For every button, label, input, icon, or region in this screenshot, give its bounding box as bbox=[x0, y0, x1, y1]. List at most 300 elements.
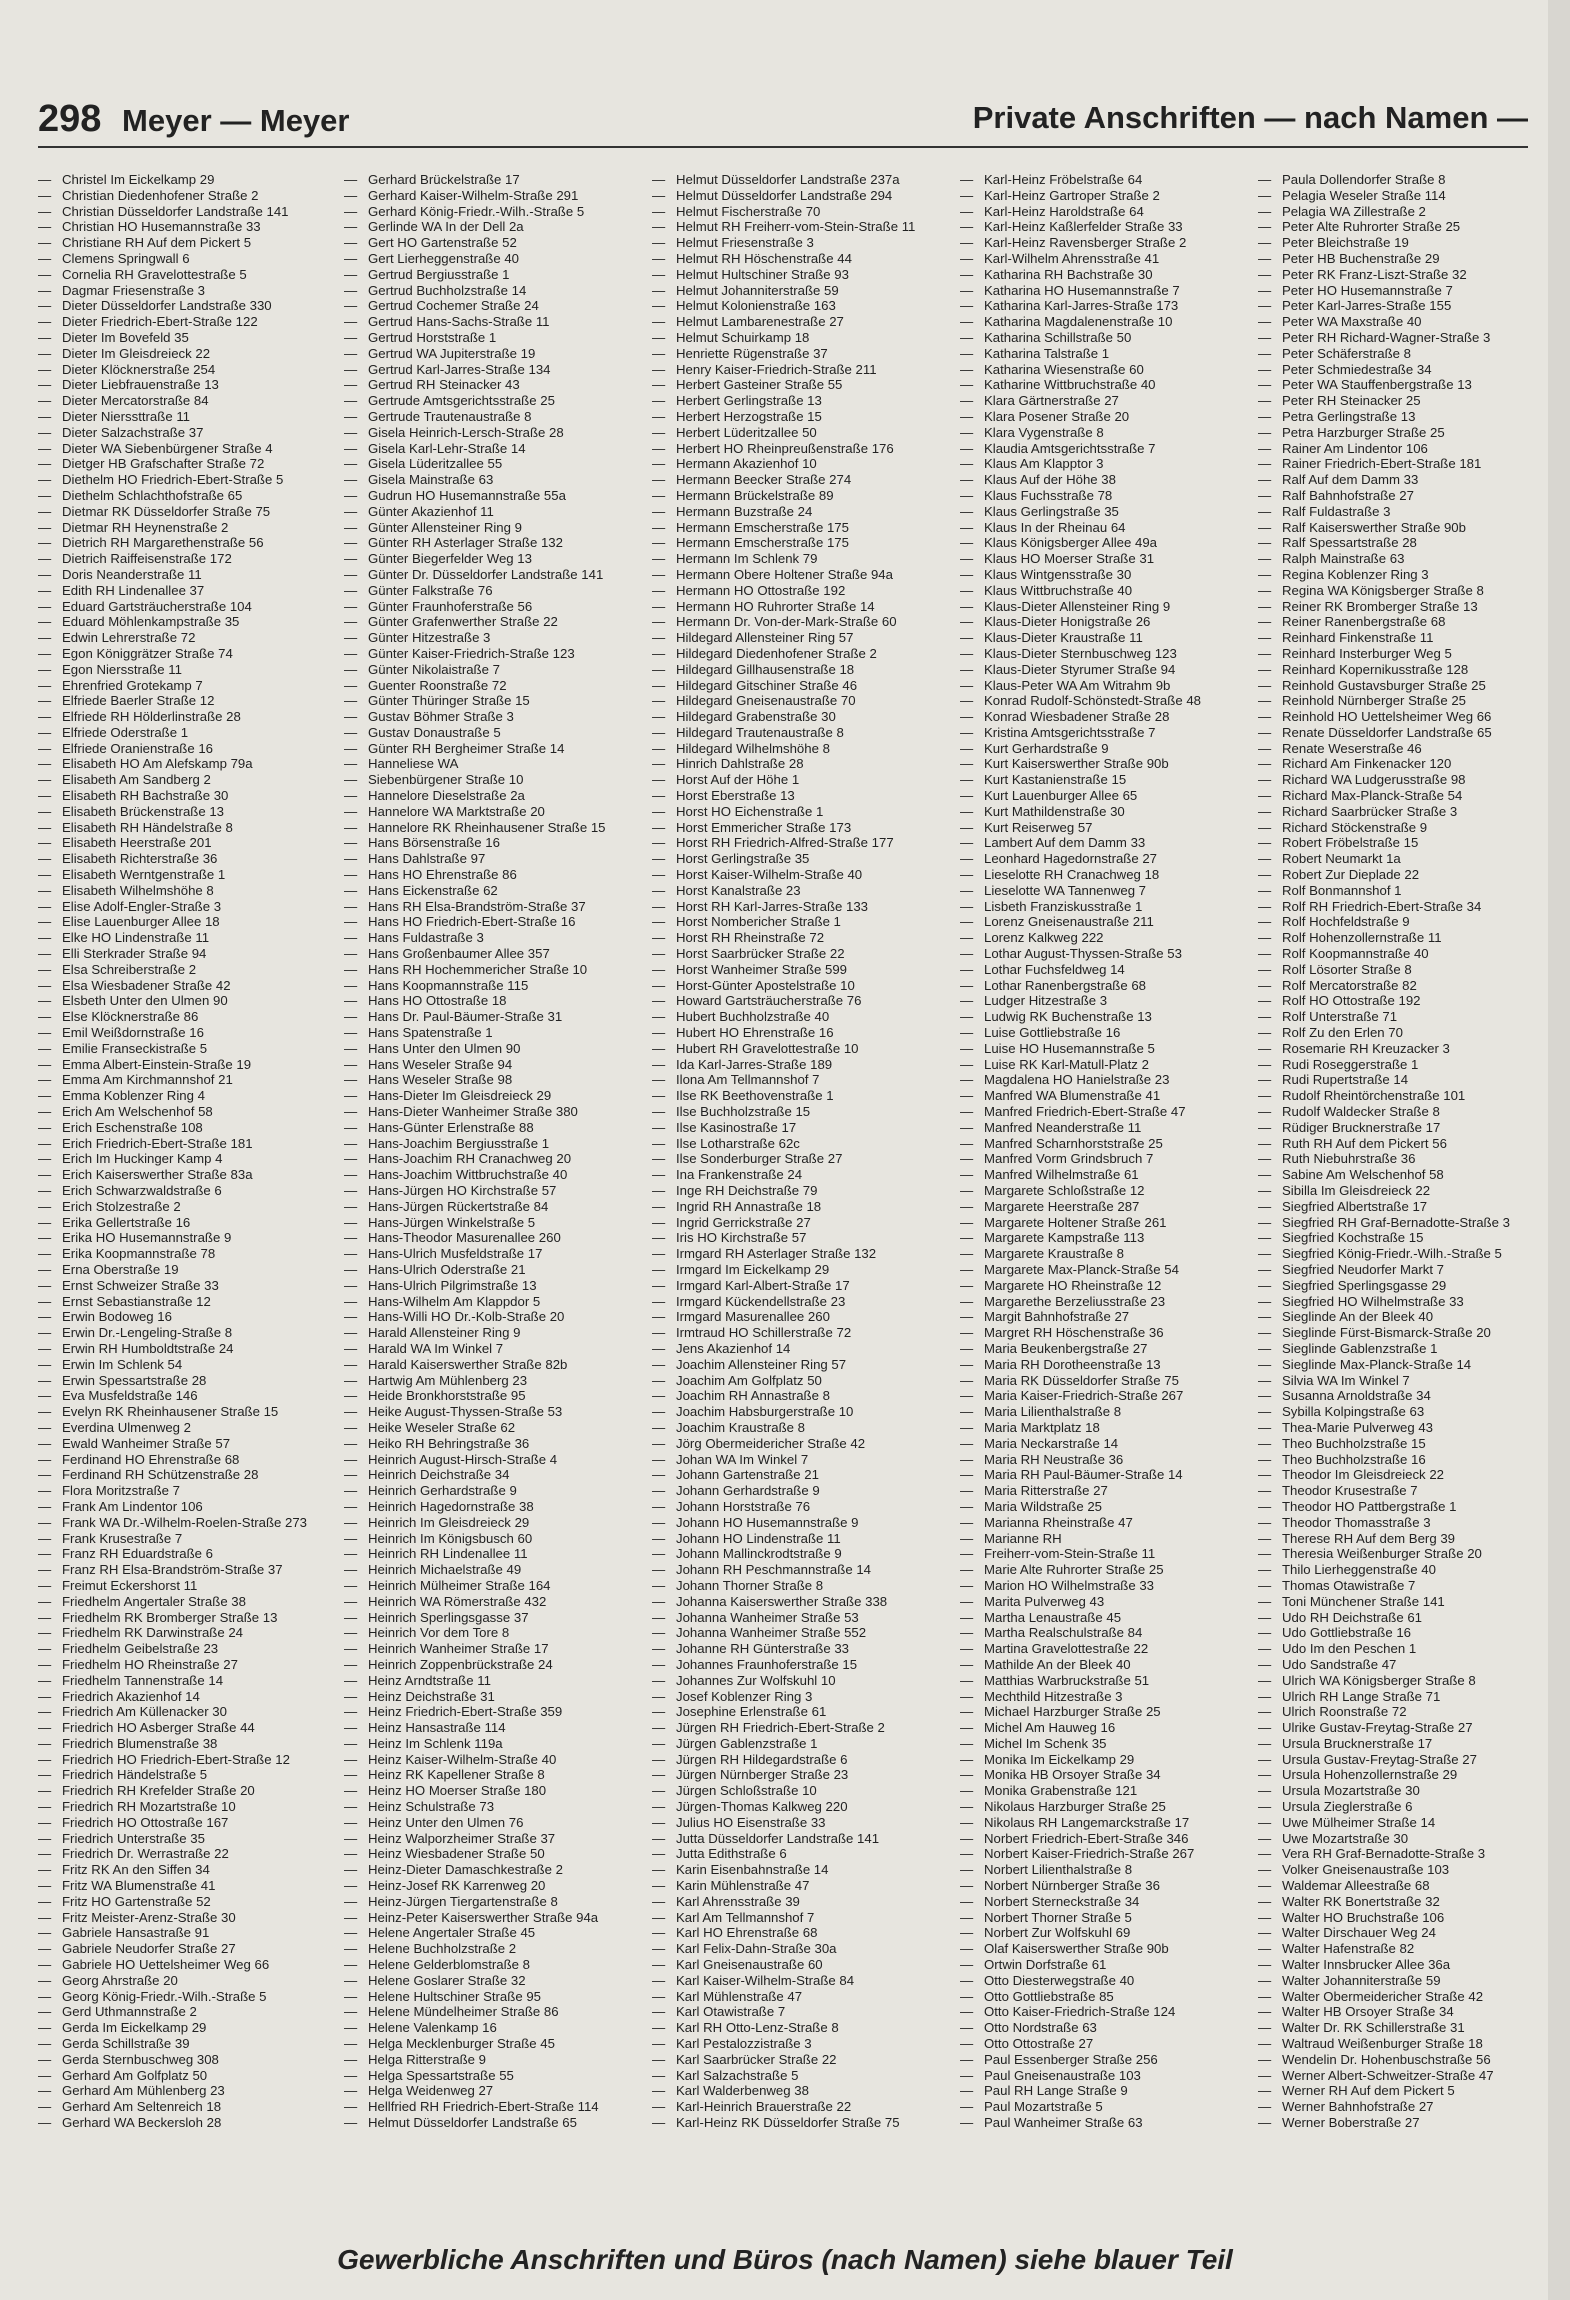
entry-dash: — bbox=[1258, 440, 1272, 456]
list-item bbox=[652, 2068, 952, 2084]
entry-dash: — bbox=[960, 1261, 974, 1277]
entry-dash: — bbox=[38, 1056, 52, 1072]
entry-dash: — bbox=[652, 1056, 666, 1072]
entry-text: Friedrich Dr. Werrastraße 22 bbox=[62, 1846, 229, 1862]
entry-text: Heinrich Im Gleisdreieck 29 bbox=[368, 1514, 530, 1530]
entry-dash: — bbox=[960, 1151, 974, 1167]
entry-text: Hermann Emscherstraße 175 bbox=[676, 519, 849, 535]
entry-text: Helmut Schuirkamp 18 bbox=[676, 329, 810, 345]
list-item bbox=[38, 204, 338, 220]
entry-text: Friedhelm RK Darwinstraße 24 bbox=[62, 1625, 244, 1641]
entry-text: Helmut RH Freiherr-vom-Stein-Straße 11 bbox=[676, 219, 916, 235]
entry-text: Gisela Karl-Lehr-Straße 14 bbox=[368, 440, 526, 456]
entry-text: Günter Hitzestraße 3 bbox=[368, 630, 491, 646]
entry-text: Friedrich RH Krefelder Straße 20 bbox=[62, 1783, 255, 1799]
list-item bbox=[960, 1104, 1260, 1120]
entry-text: Elfriede Baerler Straße 12 bbox=[62, 693, 215, 709]
list-item bbox=[344, 425, 644, 441]
entry-dash: — bbox=[344, 377, 358, 393]
entry-dash: — bbox=[344, 2115, 358, 2131]
entry-text: Peter RH Richard-Wagner-Straße 3 bbox=[1282, 329, 1491, 345]
entry-dash: — bbox=[1258, 282, 1272, 298]
list-item bbox=[38, 1136, 338, 1152]
list-item bbox=[38, 2052, 338, 2068]
list-item bbox=[38, 2036, 338, 2052]
entry-text: Rolf Bonmannshof 1 bbox=[1282, 882, 1402, 898]
list-item bbox=[38, 1199, 338, 1215]
entry-text: Ursula Brucknerstraße 17 bbox=[1282, 1735, 1433, 1751]
entry-text: Günter RH Asterlager Straße 132 bbox=[368, 535, 563, 551]
entry-text: Helene Mündelheimer Straße 86 bbox=[368, 2004, 559, 2020]
entry-text: Michael Harzburger Straße 25 bbox=[984, 1704, 1161, 1720]
entry-dash: — bbox=[1258, 1672, 1272, 1688]
entry-dash: — bbox=[38, 1941, 52, 1957]
list-item bbox=[38, 235, 338, 251]
entry-dash: — bbox=[38, 551, 52, 567]
list-item bbox=[344, 1546, 644, 1562]
entry-text: Werner Boberstraße 27 bbox=[1282, 2115, 1420, 2131]
list-item bbox=[960, 298, 1260, 314]
entry-dash: — bbox=[1258, 803, 1272, 819]
list-item bbox=[1258, 346, 1558, 362]
entry-text: Hildegard Grabenstraße 30 bbox=[676, 709, 836, 725]
entry-dash: — bbox=[960, 1167, 974, 1183]
list-item bbox=[652, 614, 952, 630]
entry-text: Jürgen RH Hildegardstraße 6 bbox=[676, 1751, 848, 1767]
entry-text: Margarete HO Rheinstraße 12 bbox=[984, 1277, 1162, 1293]
entry-dash: — bbox=[344, 1672, 358, 1688]
entry-dash: — bbox=[960, 1562, 974, 1578]
entry-dash: — bbox=[652, 867, 666, 883]
list-item bbox=[344, 614, 644, 630]
entry-text: Hans-Jürgen Rückertstraße 84 bbox=[368, 1198, 549, 1214]
entry-dash: — bbox=[344, 1925, 358, 1941]
list-item bbox=[344, 1973, 644, 1989]
entry-dash: — bbox=[652, 1562, 666, 1578]
entry-text: Regina WA Königsberger Straße 8 bbox=[1282, 582, 1484, 598]
entry-dash: — bbox=[1258, 898, 1272, 914]
entry-text: Katharina RH Bachstraße 30 bbox=[984, 266, 1153, 282]
entry-text: Margarete Schloßstraße 12 bbox=[984, 1183, 1145, 1198]
list-item bbox=[1258, 772, 1558, 788]
list-item bbox=[38, 1388, 338, 1404]
entry-text: Dieter Klöcknerstraße 254 bbox=[62, 361, 216, 377]
entry-text: Erwin Bodoweg 16 bbox=[62, 1309, 172, 1325]
list-item bbox=[38, 867, 338, 883]
entry-text: Theodor Im Gleisdreieck 22 bbox=[1282, 1467, 1444, 1483]
entry-dash: — bbox=[652, 266, 666, 282]
entry-text: Heinz Wiesbadener Straße 50 bbox=[368, 1846, 545, 1862]
entry-text: Gerhard Kaiser-Wilhelm-Straße 291 bbox=[368, 187, 579, 203]
entry-dash: — bbox=[38, 677, 52, 693]
entry-text: Hermann Beecker Straße 274 bbox=[676, 472, 852, 488]
entry-dash: — bbox=[344, 724, 358, 740]
entry-text: Hans HO Ehrenstraße 86 bbox=[368, 867, 517, 883]
entry-text: Dieter Im Gleisdreieck 22 bbox=[62, 345, 211, 361]
entry-dash: — bbox=[960, 1340, 974, 1356]
entry-dash: — bbox=[1258, 1593, 1272, 1609]
entry-text: Jürgen Nürnberger Straße 23 bbox=[676, 1767, 849, 1783]
list-item bbox=[38, 1673, 338, 1689]
entry-dash: — bbox=[652, 219, 666, 235]
entry-text: Peter Karl-Jarres-Straße 155 bbox=[1282, 298, 1452, 314]
page-number: 298 bbox=[38, 98, 102, 140]
entry-text: Fritz WA Blumenstraße 41 bbox=[62, 1878, 216, 1894]
entry-text: Siegfried RH Graf-Bernadotte-Straße 3 bbox=[1282, 1214, 1510, 1230]
entry-text: Rudi Rupertstraße 14 bbox=[1282, 1072, 1409, 1088]
entry-text: Elfriede RH Hölderlinstraße 28 bbox=[62, 709, 241, 725]
entry-dash: — bbox=[652, 1356, 666, 1372]
entry-dash: — bbox=[344, 329, 358, 345]
list-item bbox=[1258, 1041, 1558, 1057]
entry-dash: — bbox=[652, 1625, 666, 1641]
list-item bbox=[38, 488, 338, 504]
entry-text: Herbert Gerlingstraße 13 bbox=[676, 393, 822, 409]
list-item bbox=[38, 2115, 338, 2131]
list-item bbox=[652, 583, 952, 599]
list-item bbox=[1258, 899, 1558, 915]
list-item bbox=[960, 2020, 1260, 2036]
entry-dash: — bbox=[960, 1909, 974, 1925]
entry-text: Harald Allensteiner Ring 9 bbox=[368, 1325, 521, 1341]
entry-dash: — bbox=[652, 709, 666, 725]
entry-text: Ursula Gustav-Freytag-Straße 27 bbox=[1282, 1751, 1477, 1767]
list-item bbox=[344, 2020, 644, 2036]
entry-dash: — bbox=[1258, 693, 1272, 709]
entry-text: Dieter Liebfrauenstraße 13 bbox=[62, 377, 219, 393]
entry-dash: — bbox=[344, 2051, 358, 2067]
entry-dash: — bbox=[344, 1957, 358, 1973]
entry-text: Peter Bleichstraße 19 bbox=[1282, 235, 1409, 251]
entry-text: Maria RK Düsseldorfer Straße 75 bbox=[984, 1372, 1179, 1388]
entry-dash: — bbox=[652, 1988, 666, 2004]
entry-text: Reiner RK Bromberger Straße 13 bbox=[1282, 598, 1478, 614]
list-item bbox=[960, 2099, 1260, 2115]
entry-dash: — bbox=[344, 1435, 358, 1451]
entry-text: Irmgard Kückendellstraße 23 bbox=[676, 1293, 846, 1309]
list-item bbox=[652, 1673, 952, 1689]
entry-dash: — bbox=[652, 345, 666, 361]
entry-dash: — bbox=[38, 408, 52, 424]
entry-dash: — bbox=[960, 1214, 974, 1230]
list-item bbox=[344, 1309, 644, 1325]
list-item bbox=[1258, 456, 1558, 472]
list-item bbox=[38, 1483, 338, 1499]
list-item bbox=[344, 1246, 644, 1262]
entry-text: Heinrich Wanheimer Straße 17 bbox=[368, 1641, 549, 1657]
list-item bbox=[652, 2099, 952, 2115]
list-item bbox=[38, 551, 338, 567]
list-item bbox=[960, 1357, 1260, 1373]
entry-text: Werner Bahnhofstraße 27 bbox=[1282, 2099, 1434, 2115]
entry-dash: — bbox=[960, 1483, 974, 1499]
list-item bbox=[652, 1957, 952, 1973]
list-item bbox=[344, 1925, 644, 1941]
entry-text: Fritz Meister-Arenz-Straße 30 bbox=[62, 1909, 236, 1925]
entry-dash: — bbox=[38, 1040, 52, 1056]
list-item bbox=[1258, 362, 1558, 378]
entry-dash: — bbox=[38, 645, 52, 661]
entry-text: Udo Sandstraße 47 bbox=[1282, 1656, 1397, 1672]
list-item bbox=[38, 267, 338, 283]
entry-text: Heinz Friedrich-Ebert-Straße 359 bbox=[368, 1704, 563, 1720]
entry-text: Thilo Lierheggenstraße 40 bbox=[1282, 1562, 1436, 1578]
list-item bbox=[960, 2068, 1260, 2084]
list-item bbox=[652, 1262, 952, 1278]
entry-text: Sieglinde Fürst-Bismarck-Straße 20 bbox=[1282, 1325, 1491, 1341]
entry-dash: — bbox=[960, 851, 974, 867]
entry-text: Egon Niersstraße 11 bbox=[62, 661, 182, 677]
list-item bbox=[38, 330, 338, 346]
entry-text: Karl Gneisenaustraße 60 bbox=[676, 1957, 823, 1973]
entry-text: Helga Ritterstraße 9 bbox=[368, 2051, 486, 2067]
list-item bbox=[652, 599, 952, 615]
list-item bbox=[38, 535, 338, 551]
entry-text: Manfred Wilhelmstraße 61 bbox=[984, 1167, 1139, 1183]
entry-text: Karl-Heinz Gartroper Straße 2 bbox=[984, 187, 1160, 203]
entry-dash: — bbox=[652, 1909, 666, 1925]
entry-text: Inge RH Deichstraße 79 bbox=[676, 1183, 818, 1198]
entry-dash: — bbox=[960, 756, 974, 772]
list-item bbox=[344, 1230, 644, 1246]
entry-dash: — bbox=[960, 867, 974, 883]
list-item bbox=[1258, 1388, 1558, 1404]
entry-text: Gertrud Bergiusstraße 1 bbox=[368, 266, 510, 282]
entry-text: Heinrich WA Römerstraße 432 bbox=[368, 1593, 547, 1609]
entry-dash: — bbox=[38, 1751, 52, 1767]
list-item bbox=[344, 1373, 644, 1389]
list-item bbox=[344, 820, 644, 836]
list-item bbox=[960, 1736, 1260, 1752]
entry-text: Margarete Kraustraße 8 bbox=[984, 1246, 1124, 1262]
entry-dash: — bbox=[38, 1735, 52, 1751]
entry-dash: — bbox=[344, 1688, 358, 1704]
entry-text: Erika Gellertstraße 16 bbox=[62, 1214, 191, 1230]
entry-text: Horst RH Friedrich-Alfred-Straße 177 bbox=[676, 835, 894, 851]
list-item bbox=[960, 614, 1260, 630]
entry-dash: — bbox=[652, 598, 666, 614]
entry-dash: — bbox=[38, 440, 52, 456]
list-item bbox=[1258, 1309, 1558, 1325]
entry-dash: — bbox=[652, 1167, 666, 1183]
entry-dash: — bbox=[38, 487, 52, 503]
list-item bbox=[1258, 267, 1558, 283]
list-item bbox=[38, 1373, 338, 1389]
entry-text: Diethelm Schlachthofstraße 65 bbox=[62, 487, 243, 503]
list-item bbox=[960, 1309, 1260, 1325]
entry-text: Paul Mozartstraße 5 bbox=[984, 2099, 1103, 2115]
entry-text: Maria Kaiser-Friedrich-Straße 267 bbox=[984, 1388, 1184, 1404]
entry-text: Ralf Kaiserswerther Straße 90b bbox=[1282, 519, 1466, 535]
list-item bbox=[960, 1578, 1260, 1594]
entry-text: Peter WA Stauffenbergstraße 13 bbox=[1282, 377, 1472, 393]
entry-dash: — bbox=[1258, 1388, 1272, 1404]
entry-dash: — bbox=[38, 740, 52, 756]
entry-text: Martha Lenaustraße 45 bbox=[984, 1609, 1122, 1625]
list-item bbox=[38, 1641, 338, 1657]
list-item bbox=[38, 883, 338, 899]
entry-text: Nikolaus RH Langemarckstraße 17 bbox=[984, 1814, 1190, 1830]
list-item bbox=[1258, 662, 1558, 678]
entry-dash: — bbox=[960, 1799, 974, 1815]
list-item bbox=[960, 1704, 1260, 1720]
entry-dash: — bbox=[960, 993, 974, 1009]
list-item bbox=[1258, 1846, 1558, 1862]
entry-text: Maria Wildstraße 25 bbox=[984, 1498, 1102, 1514]
entry-dash: — bbox=[344, 2004, 358, 2020]
entry-dash: — bbox=[1258, 1641, 1272, 1657]
entry-dash: — bbox=[1258, 1625, 1272, 1641]
entry-dash: — bbox=[344, 172, 358, 187]
entry-text: Klaus HO Moerser Straße 31 bbox=[984, 551, 1155, 567]
entry-dash: — bbox=[38, 1546, 52, 1562]
entry-text: Henriette Rügenstraße 37 bbox=[676, 345, 828, 361]
entry-dash: — bbox=[652, 961, 666, 977]
entry-dash: — bbox=[38, 598, 52, 614]
entry-dash: — bbox=[1258, 1830, 1272, 1846]
entry-dash: — bbox=[38, 1909, 52, 1925]
entry-text: Manfred WA Blumenstraße 41 bbox=[984, 1088, 1161, 1104]
list-item bbox=[960, 204, 1260, 220]
entry-dash: — bbox=[38, 2004, 52, 2020]
entry-text: Johann Gerhardstraße 9 bbox=[676, 1483, 820, 1499]
list-item bbox=[960, 346, 1260, 362]
list-item bbox=[344, 251, 644, 267]
entry-dash: — bbox=[652, 535, 666, 551]
entry-dash: — bbox=[344, 1814, 358, 1830]
list-item bbox=[38, 978, 338, 994]
entry-text: Elke HO Lindenstraße 11 bbox=[62, 930, 210, 946]
header-left bbox=[38, 98, 349, 141]
list-item bbox=[652, 1657, 952, 1673]
entry-dash: — bbox=[344, 551, 358, 567]
entry-dash: — bbox=[1258, 961, 1272, 977]
list-item bbox=[652, 219, 952, 235]
entry-dash: — bbox=[652, 1009, 666, 1025]
entry-text: Klaus-Dieter Honigstraße 26 bbox=[984, 614, 1151, 630]
entry-text: Heinrich Gerhardstraße 9 bbox=[368, 1483, 517, 1499]
list-item bbox=[960, 535, 1260, 551]
list-item bbox=[344, 219, 644, 235]
entry-text: Helmut Düsseldorfer Landstraße 237a bbox=[676, 172, 900, 187]
list-item bbox=[1258, 172, 1558, 188]
entry-dash: — bbox=[652, 1072, 666, 1088]
entry-dash: — bbox=[1258, 1767, 1272, 1783]
entry-text: Karl-Heinz Haroldstraße 64 bbox=[984, 203, 1144, 219]
entry-text: Guenter Roonstraße 72 bbox=[368, 677, 507, 693]
list-item bbox=[652, 756, 952, 772]
entry-dash: — bbox=[344, 1609, 358, 1625]
list-item bbox=[652, 409, 952, 425]
list-item bbox=[344, 567, 644, 583]
entry-text: Therese RH Auf dem Berg 39 bbox=[1282, 1530, 1455, 1546]
entry-text: Rolf Zu den Erlen 70 bbox=[1282, 1025, 1403, 1041]
entry-dash: — bbox=[652, 2051, 666, 2067]
list-item bbox=[960, 1072, 1260, 1088]
list-item bbox=[38, 1594, 338, 1610]
list-item bbox=[344, 646, 644, 662]
entry-dash: — bbox=[38, 1419, 52, 1435]
list-item bbox=[652, 1831, 952, 1847]
entry-text: Helga Weidenweg 27 bbox=[368, 2083, 494, 2099]
entry-text: Klaus Auf der Höhe 38 bbox=[984, 472, 1116, 488]
entry-dash: — bbox=[960, 1356, 974, 1372]
entry-dash: — bbox=[38, 219, 52, 235]
entry-text: Gertrud RH Steinacker 43 bbox=[368, 377, 520, 393]
list-item bbox=[344, 1009, 644, 1025]
entry-dash: — bbox=[344, 314, 358, 330]
list-item bbox=[652, 1072, 952, 1088]
entry-dash: — bbox=[960, 614, 974, 630]
entry-dash: — bbox=[960, 1388, 974, 1404]
entry-dash: — bbox=[652, 440, 666, 456]
entry-text: Heinz-Dieter Damaschkestraße 2 bbox=[368, 1862, 563, 1878]
list-item bbox=[38, 914, 338, 930]
list-item bbox=[652, 188, 952, 204]
entry-dash: — bbox=[38, 1862, 52, 1878]
entry-dash: — bbox=[1258, 1104, 1272, 1120]
entry-dash: — bbox=[652, 1419, 666, 1435]
entry-dash: — bbox=[960, 1277, 974, 1293]
entry-text: Walter HO Bruchstraße 106 bbox=[1282, 1909, 1445, 1925]
entry-dash: — bbox=[960, 566, 974, 582]
entry-dash: — bbox=[38, 946, 52, 962]
entry-text: Horst Wanheimer Straße 599 bbox=[676, 961, 848, 977]
entry-text: Edwin Lehrerstraße 72 bbox=[62, 630, 196, 646]
entry-text: Hermann Buzstraße 24 bbox=[676, 503, 813, 519]
entry-text: Leonhard Hagedornstraße 27 bbox=[984, 851, 1158, 867]
entry-dash: — bbox=[960, 377, 974, 393]
entry-dash: — bbox=[1258, 345, 1272, 361]
entry-text: Hannelore WA Marktstraße 20 bbox=[368, 803, 545, 819]
list-item bbox=[652, 1325, 952, 1341]
entry-text: Waldemar Alleestraße 68 bbox=[1282, 1878, 1430, 1894]
entry-dash: — bbox=[960, 1767, 974, 1783]
entry-dash: — bbox=[344, 1941, 358, 1957]
entry-dash: — bbox=[38, 693, 52, 709]
entry-dash: — bbox=[38, 203, 52, 219]
entry-text: Erich Im Huckinger Kamp 4 bbox=[62, 1151, 223, 1167]
list-item bbox=[344, 1704, 644, 1720]
list-item bbox=[652, 1941, 952, 1957]
list-item bbox=[344, 1594, 644, 1610]
list-item bbox=[1258, 1357, 1558, 1373]
list-item bbox=[344, 1862, 644, 1878]
list-item bbox=[652, 2052, 952, 2068]
entry-text: Renate Düsseldorfer Landstraße 65 bbox=[1282, 724, 1492, 740]
entry-dash: — bbox=[38, 1988, 52, 2004]
entry-text: Frank Am Lindentor 106 bbox=[62, 1498, 203, 1514]
entry-text: Helmut Düsseldorfer Landstraße 294 bbox=[676, 187, 893, 203]
entry-text: Heinz Im Schlenk 119a bbox=[368, 1735, 503, 1751]
list-item bbox=[38, 1215, 338, 1231]
entry-dash: — bbox=[38, 250, 52, 266]
list-item bbox=[1258, 2099, 1558, 2115]
list-item bbox=[38, 1436, 338, 1452]
list-item bbox=[960, 1862, 1260, 1878]
entry-text: Dieter Friedrich-Ebert-Straße 122 bbox=[62, 314, 258, 330]
entry-text: Dieter Mercatorstraße 84 bbox=[62, 393, 209, 409]
list-item bbox=[344, 1357, 644, 1373]
list-item bbox=[652, 835, 952, 851]
entry-dash: — bbox=[1258, 503, 1272, 519]
entry-dash: — bbox=[1258, 1246, 1272, 1262]
entry-text: Helene Gelderblomstraße 8 bbox=[368, 1957, 530, 1973]
list-item bbox=[1258, 741, 1558, 757]
entry-dash: — bbox=[38, 1246, 52, 1262]
entry-dash: — bbox=[652, 835, 666, 851]
entry-text: Friedrich Akazienhof 14 bbox=[62, 1688, 200, 1704]
